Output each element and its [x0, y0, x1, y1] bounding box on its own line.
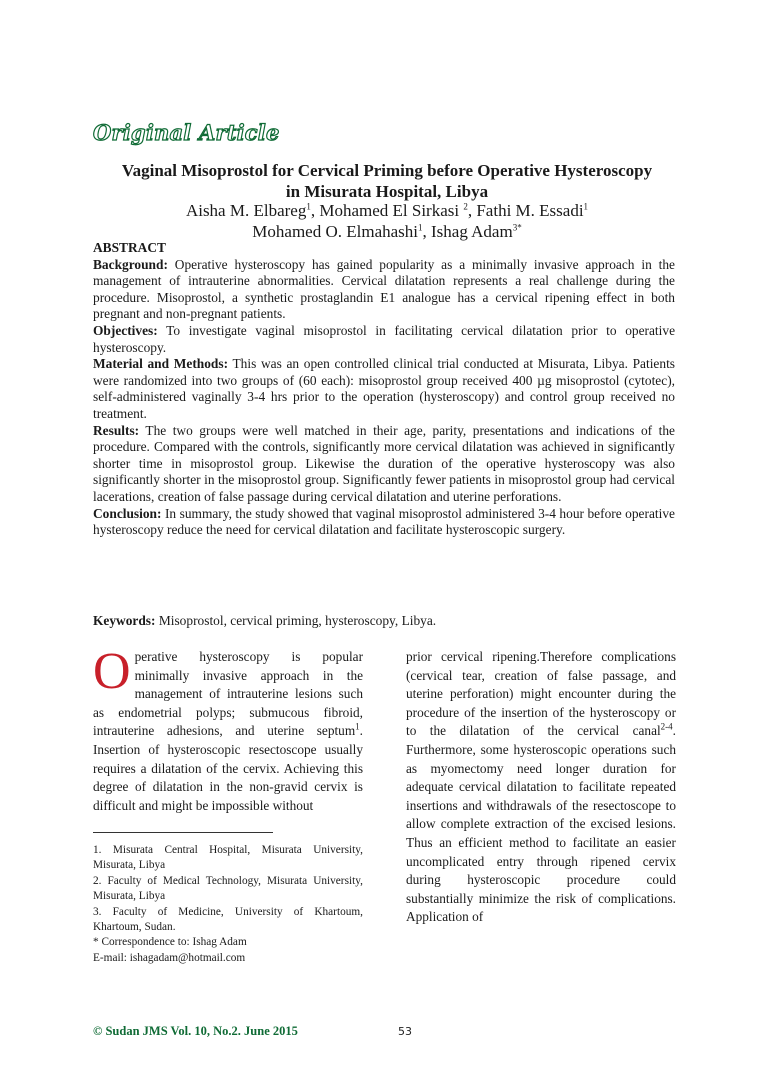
body-column-right: prior cervical ripening.Therefore complications (cervical tear, creation of false passage, and uterine perforation) might encounter during the procedure of the insertion of the hysteroscopy or to the dilatation of the cervical canal$^{2-4}$. Furthermore, some hysteroscopic operations such as myomectomy need longer duration for adequate cervical dilatation to facilitate repeated insertions and withdrawals of the resectoscope to allow complete extraction of the excised lesions. Thus an efficient method to facilitate an easier uncomplicated entry through ripened cervix during hysteroscopic procedure could substantially minimize the risk of complications. Application of	[406, 649, 676, 925]
keywords-label: Keywords:	[93, 613, 156, 628]
affiliation-item: 2. Faculty of Medical Technology, Misurata University, Misurata, Libya	[93, 874, 363, 903]
abstract-objectives: Objectives: To investigate vaginal misoprostol in facilitating cervical dilatation prior to operative hysteroscopy.	[93, 322, 676, 355]
correspondence-email: E-mail: ishagadam@hotmail.com	[93, 951, 246, 964]
author-name: Mohamed O. Elmahashi	[252, 222, 419, 241]
affiliation-notes	[93, 843, 363, 966]
author-list: Aisha M. Elbareg$^1$, Mohamed El Sirkasi $^2$, Fathi M. Essadi$^1$ Mohamed O. Elmahashi$^1$, Ishag Adam$^{3*}$	[185, 201, 589, 241]
abstract	[93, 240, 675, 539]
abstract-results: Results: The two groups were well matched in their age, parity, presentations and indications of the procedure. Compared with the controls, significantly more cervical dilatation was achieved in significantly shorter time in misoprostol group. Likewise the duration of the operative hysteroscopy was also significantly shorter in the misoprostol group. Significantly fewer patients in misoprostol group had cervical lacerations, creation of false passage during cervical dilatation and uterine perforations.	[93, 422, 675, 504]
body-column-left: Operative hysteroscopy is popular minimally invasive approach in the management of intrauterine lesions such as endometrial polyps; submucous fibroid, intrauterine adhesions, and uterine septum$^1$. Insertion of hysteroscopic resectoscope usually requires a dilatation of the cervix. Achieving this degree of dilatation in the non-gravid cervix is difficult and might be impossible without	[93, 643, 363, 813]
author-name: Fathi M. Essadi	[476, 201, 584, 220]
abstract-background: Background: Operative hysteroscopy has gained popularity as a minimally invasive approach in the management of intrauterine abnormalities. Cervical dilatation represents a real challenge during the procedure. Misoprostol, a synthetic prostaglandin E1 analogue has a cervical ripening effect in both pregnant and non-pregnant patients.	[93, 256, 675, 322]
author-name: Aisha M. Elbareg	[185, 201, 307, 220]
author-affiliation-mark: 3*	[512, 222, 522, 233]
author-affiliation-mark: 1	[583, 201, 589, 212]
abstract-conclusion: Conclusion: In summary, the study showed that vaginal misoprostol administered 3-4 hour before operative hysteroscopy reduce the need for cervical dilatation and facilitate hysteroscopic surgery.	[93, 505, 675, 538]
abstract-methods: Material and Methods: This was an open controlled clinical trial conducted at Misurata, Libya. Patients were randomized into two groups of (60 each): misoprostol group received 400 µg misoprostol (cytotec), self-administered vaginally 3-4 hrs prior to the operation (hysteroscopy) and control group received no treatment.	[93, 356, 675, 421]
section-label: Original Article	[93, 120, 280, 145]
citation: 2-4	[660, 721, 673, 732]
citation: 1	[355, 721, 360, 732]
article-title	[92, 160, 682, 202]
drop-cap: O	[93, 643, 131, 700]
title-line-2: in Misurata Hospital, Libya	[285, 182, 489, 201]
author-name: Ishag Adam	[431, 222, 513, 241]
author-affiliation-mark: 2	[463, 201, 468, 212]
journal-footer: © Sudan JMS Vol. 10, No.2. June 2015	[93, 1024, 298, 1038]
keywords	[93, 613, 675, 629]
title-line-1: Vaginal Misoprostol for Cervical Priming before Operative Hysteroscopy	[121, 161, 653, 180]
footnote-divider	[93, 832, 273, 833]
affiliation-item: 3. Faculty of Medicine, University of Khartoum, Khartoum, Sudan.	[93, 905, 363, 934]
author-affiliation-mark: 1	[306, 201, 311, 212]
page-number: 53	[398, 1025, 412, 1038]
keywords-text: Misoprostol, cervical priming, hysteroscopy, Libya.	[158, 613, 437, 628]
affiliation-item: 1. Misurata Central Hospital, Misurata University, Misurata, Libya	[93, 844, 363, 872]
abstract-heading: ABSTRACT	[93, 240, 166, 255]
author-name: Mohamed El Sirkasi	[319, 201, 464, 220]
author-affiliation-mark: 1	[418, 222, 423, 233]
correspondence: * Correspondence to: Ishag Adam	[93, 936, 247, 949]
